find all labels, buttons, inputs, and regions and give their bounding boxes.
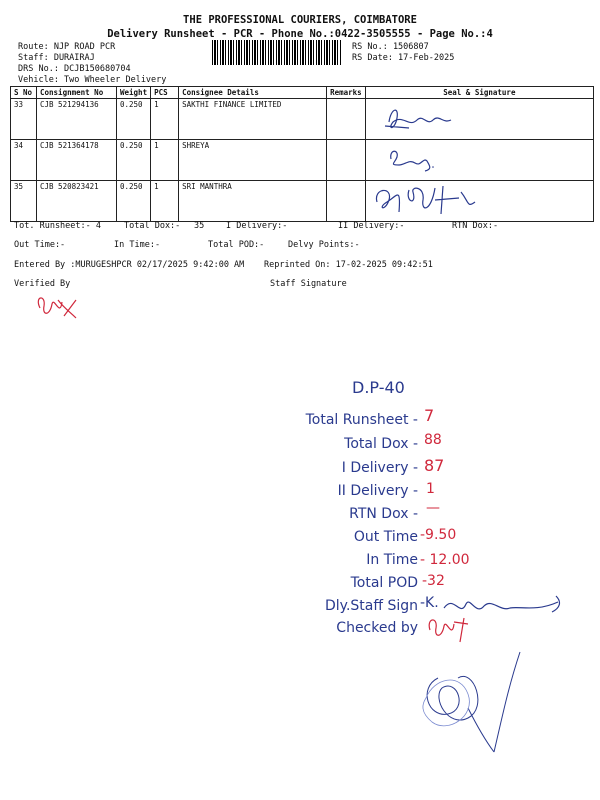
cell-consignee: SHREYA bbox=[179, 140, 327, 181]
staff-signature-label: Staff Signature bbox=[270, 279, 347, 289]
route-label: Route: NJP ROAD PCR bbox=[18, 42, 116, 52]
cell-remarks bbox=[327, 99, 366, 140]
signature-scribble bbox=[369, 182, 509, 218]
cell-sno: 35 bbox=[11, 181, 37, 222]
cell-consignment: CJB 521294136 bbox=[37, 99, 117, 140]
stamp-label: Total Dox - bbox=[344, 436, 418, 452]
stamp-label: Total POD bbox=[350, 575, 418, 591]
table-header-row bbox=[11, 87, 594, 99]
total-dox-label: Total Dox:- bbox=[124, 221, 181, 231]
rs-date: RS Date: 17-Feb-2025 bbox=[352, 53, 455, 63]
col-seal-signature: Seal & Signature bbox=[365, 87, 593, 99]
total-pod-label: Total POD:- bbox=[208, 240, 265, 250]
stamp-value: 87 bbox=[424, 456, 445, 475]
cell-signature bbox=[365, 99, 593, 140]
signature-scribble bbox=[369, 100, 479, 136]
cell-remarks bbox=[327, 181, 366, 222]
col-consignment: Consignment No bbox=[37, 87, 117, 99]
col-weight: Weight bbox=[117, 87, 151, 99]
verified-by-label: Verified By bbox=[14, 279, 71, 289]
vehicle-label: Vehicle: Two Wheeler Delivery bbox=[18, 75, 167, 85]
reprinted-on: Reprinted On: 17-02-2025 09:42:51 bbox=[264, 260, 433, 270]
col-sno: S No bbox=[11, 87, 37, 99]
stamp-value: -9.50 bbox=[420, 527, 457, 543]
company-title: THE PROFESSIONAL COURIERS, COIMBATORE bbox=[183, 14, 417, 26]
staff-label: Staff: DURAIRAJ bbox=[18, 53, 95, 63]
out-time-label: Out Time:- bbox=[14, 240, 66, 250]
cell-consignment: CJB 520823421 bbox=[37, 181, 117, 222]
stamp-value: -32 bbox=[422, 573, 445, 589]
stamp-label: In Time bbox=[366, 552, 418, 568]
runsheet-subtitle: Delivery Runsheet - PCR - Phone No.:0422-3505555 - Page No.:4 bbox=[107, 28, 493, 40]
runsheet-table bbox=[10, 86, 594, 222]
cell-pcs: 1 bbox=[151, 181, 179, 222]
stamp-label: RTN Dox - bbox=[349, 506, 418, 522]
checked-by-signature bbox=[424, 612, 484, 646]
stamp-value: - 12.00 bbox=[420, 552, 470, 568]
stamp-value: 7 bbox=[424, 406, 435, 425]
stamp-label: Dly.Staff Sign bbox=[325, 598, 418, 614]
in-time-label: In Time:- bbox=[114, 240, 161, 250]
total-dox-value: 35 bbox=[194, 221, 205, 231]
stamp-value: 1 bbox=[426, 481, 435, 497]
table-row bbox=[11, 140, 594, 181]
cell-consignee: SRI MANTHRA bbox=[179, 181, 327, 222]
col-remarks: Remarks bbox=[327, 87, 366, 99]
stamp-value: 88 bbox=[424, 432, 442, 448]
cell-signature bbox=[365, 181, 593, 222]
table-row bbox=[11, 99, 594, 140]
dp-note: D.P-40 bbox=[352, 378, 405, 397]
cell-pcs: 1 bbox=[151, 140, 179, 181]
cell-consignment: CJB 521364178 bbox=[37, 140, 117, 181]
tot-runsheet: Tot. Runsheet:- 4 bbox=[14, 221, 101, 231]
bottom-signature-scribble bbox=[408, 648, 538, 758]
table-row bbox=[11, 181, 594, 222]
verified-signature bbox=[30, 288, 90, 328]
cell-weight: 0.250 bbox=[117, 140, 151, 181]
stamp-label: Out Time bbox=[353, 529, 418, 545]
stamp-value: -K. bbox=[420, 595, 439, 611]
col-consignee: Consignee Details bbox=[179, 87, 327, 99]
stamp-label: II Delivery - bbox=[337, 483, 418, 499]
cell-remarks bbox=[327, 140, 366, 181]
stamp-value: — bbox=[426, 500, 440, 516]
entered-by: Entered By :MURUGESHPCR 02/17/2025 9:42:00 AM bbox=[14, 260, 245, 270]
cell-consignee: SAKTHI FINANCE LIMITED bbox=[179, 99, 327, 140]
drs-number: DRS No.: DCJB150680704 bbox=[18, 64, 131, 74]
rtn-dox-label: RTN Dox:- bbox=[452, 221, 499, 231]
delvy-points-label: Delvy Points:- bbox=[288, 240, 360, 250]
cell-weight: 0.250 bbox=[117, 181, 151, 222]
rs-number: RS No.: 1506807 bbox=[352, 42, 429, 52]
stamp-label: I Delivery - bbox=[341, 460, 418, 476]
i-delivery-label: I Delivery:- bbox=[226, 221, 288, 231]
barcode bbox=[212, 40, 342, 65]
cell-signature bbox=[365, 140, 593, 181]
col-pcs: PCS bbox=[151, 87, 179, 99]
stamp-label: Total Runsheet - bbox=[305, 412, 418, 428]
stamp-label: Checked by bbox=[336, 620, 418, 636]
cell-pcs: 1 bbox=[151, 99, 179, 140]
cell-sno: 34 bbox=[11, 140, 37, 181]
cell-weight: 0.250 bbox=[117, 99, 151, 140]
signature-scribble bbox=[369, 141, 479, 177]
cell-sno: 33 bbox=[11, 99, 37, 140]
ii-delivery-label: II Delivery:- bbox=[338, 221, 405, 231]
